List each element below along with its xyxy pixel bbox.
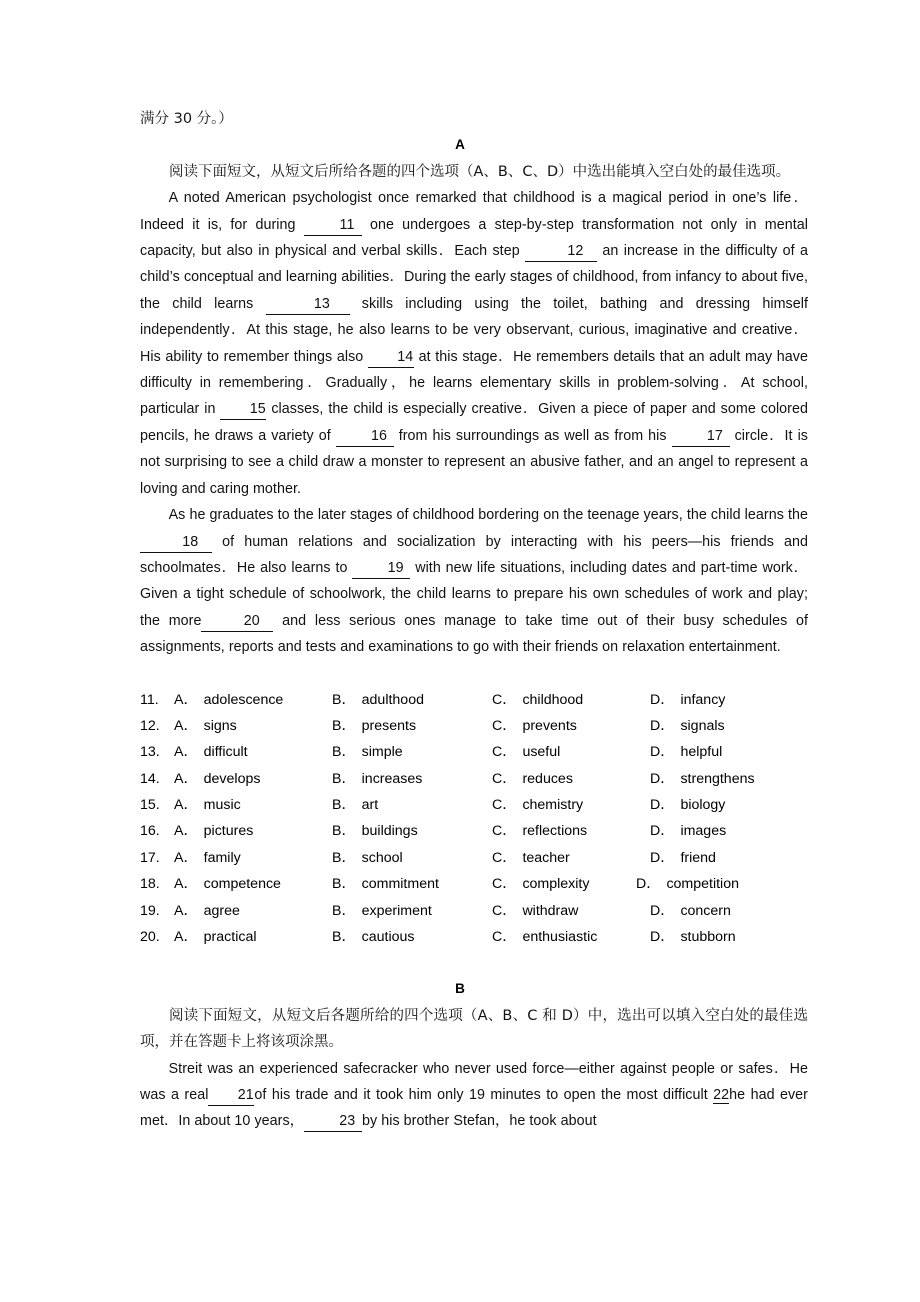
option-letter-a: A．: [174, 744, 198, 761]
option-letter-c: C．: [492, 929, 517, 946]
option-c-text: useful: [522, 744, 561, 761]
question-number: 19.: [140, 902, 160, 919]
option-letter-b: B．: [332, 797, 356, 814]
question-number: 20.: [140, 929, 160, 946]
option-letter-a: A．: [174, 823, 198, 840]
question-number: 14.: [140, 770, 160, 787]
option-letter-c: C．: [492, 849, 517, 866]
blank-14[interactable]: 14: [368, 347, 414, 368]
passage-text: with new life situations, including dates and part-time work．Given a tight schedule of schoolwork, the child learns to prepare his own schedules of work and play; the more: [140, 559, 809, 629]
option-letter-a: A．: [174, 770, 198, 787]
option-c[interactable]: [492, 739, 650, 765]
option-row: [140, 739, 808, 765]
option-d-text: stubborn: [680, 929, 736, 946]
page-content: [140, 106, 808, 1135]
passage-text: classes, the child is especially creative．Given a piece of paper and some colored pencils, he draws a variety of: [140, 401, 809, 444]
passage-text: As he graduates to the later stages of childhood bordering on the teenage years, the child learns the: [168, 507, 808, 524]
section-a-passage-p1: [140, 185, 808, 502]
option-d-text: friend: [680, 849, 716, 866]
blank-22[interactable]: 22: [713, 1087, 730, 1104]
option-d-text: infancy: [680, 691, 726, 708]
option-d[interactable]: [650, 766, 800, 792]
option-b-text: art: [361, 797, 379, 814]
option-c[interactable]: [492, 818, 650, 844]
option-d-text: competition: [666, 876, 739, 893]
option-letter-c: C．: [492, 691, 517, 708]
option-c-text: reflections: [522, 823, 588, 840]
option-b[interactable]: [332, 766, 492, 792]
option-a-text: agree: [203, 902, 240, 919]
spacer: [140, 950, 808, 976]
option-letter-c: C．: [492, 902, 517, 919]
option-letter-b: B．: [332, 823, 356, 840]
option-row: [140, 766, 808, 792]
option-c-text: enthusiastic: [522, 929, 598, 946]
option-d-text: concern: [680, 902, 731, 919]
option-a-text: develops: [203, 770, 261, 787]
option-letter-c: C．: [492, 717, 517, 734]
option-a-text: practical: [203, 929, 257, 946]
option-d[interactable]: [650, 818, 800, 844]
option-a[interactable]: [174, 713, 332, 739]
blank-21[interactable]: 21: [208, 1085, 254, 1106]
spacer: [140, 661, 808, 687]
passage-text: he had ever met．In about 10 years，: [140, 1087, 808, 1130]
option-c[interactable]: [492, 845, 650, 871]
blank-15[interactable]: 15: [220, 399, 266, 420]
option-letter-d: D．: [650, 823, 675, 840]
blank-20[interactable]: 20: [201, 611, 273, 632]
option-letter-c: C．: [492, 797, 517, 814]
option-a-text: adolescence: [203, 691, 284, 708]
option-a[interactable]: [174, 871, 332, 897]
option-c-text: withdraw: [522, 902, 579, 919]
option-a[interactable]: [174, 766, 332, 792]
option-row: [140, 818, 808, 844]
option-row: [140, 713, 808, 739]
passage-text: of his trade and it took him only 19 minutes to open the most difficult: [254, 1087, 714, 1104]
option-letter-d: D．: [650, 902, 675, 919]
section-b-instruction: 阅读下面短文，从短文后各题所给的四个选项（A、B、C 和 D）中，选出可以填入空白处的最佳选项，并在答题卡上将该项涂黑。: [140, 1007, 808, 1051]
passage-text: from his surroundings as well as from his: [393, 427, 672, 444]
option-a[interactable]: [174, 739, 332, 765]
blank-16[interactable]: 16: [336, 426, 394, 447]
option-a-text: music: [203, 797, 241, 814]
blank-19[interactable]: 19: [352, 558, 410, 579]
option-b-text: adulthood: [361, 691, 424, 708]
option-letter-d: D．: [650, 797, 675, 814]
option-letter-d: D．: [650, 770, 675, 787]
option-c[interactable]: [492, 871, 650, 897]
option-letter-a: A．: [174, 876, 198, 893]
option-b-text: increases: [361, 770, 423, 787]
passage-text: and less serious ones manage to take time out of their busy schedules of assignments, reports and tests and examinations to go with their friends on relaxation entertainment.: [140, 612, 809, 656]
option-c[interactable]: [492, 924, 650, 950]
option-d-text: signals: [680, 717, 725, 734]
option-b[interactable]: [332, 818, 492, 844]
option-c-text: teacher: [522, 849, 570, 866]
option-row: [140, 792, 808, 818]
option-row: [140, 898, 808, 924]
option-row: [140, 845, 808, 871]
passage-text: of human relations and socialization by interacting with his peers—his friends and schoolmates．He also learns to: [140, 533, 808, 576]
option-letter-d: D．: [650, 691, 675, 708]
question-number: 12.: [140, 717, 160, 734]
question-number: 17.: [140, 849, 160, 866]
option-row: [140, 924, 808, 950]
option-d-text: strengthens: [680, 770, 755, 787]
option-letter-d: D．: [650, 849, 675, 866]
option-a-text: difficult: [203, 744, 248, 761]
option-letter-b: B．: [332, 929, 356, 946]
option-a[interactable]: [174, 845, 332, 871]
top-line: 满分 30 分。）: [140, 111, 233, 127]
option-row: [140, 871, 808, 897]
option-d[interactable]: [650, 898, 800, 924]
passage-text: one undergoes a step-by-step transformation not only in mental capacity, but also in physical and verbal skills．Each step: [140, 216, 808, 260]
option-letter-b: B．: [332, 876, 356, 893]
option-b[interactable]: [332, 871, 492, 897]
option-c[interactable]: [492, 766, 650, 792]
option-letter-b: B．: [332, 770, 356, 787]
option-b-text: school: [361, 849, 403, 866]
option-letter-a: A．: [174, 902, 198, 919]
option-d[interactable]: [650, 924, 800, 950]
section-b-passage: [140, 1056, 808, 1135]
option-letter-b: B．: [332, 717, 356, 734]
option-b-text: presents: [361, 717, 417, 734]
option-c[interactable]: [492, 792, 650, 818]
option-b-text: simple: [361, 744, 403, 761]
passage-text: A noted American psychologist once remarked that childhood is a magical period in one’s life．Indeed it is, for during: [140, 190, 808, 233]
option-letter-d: D．: [650, 929, 675, 946]
option-a-text: competence: [203, 876, 281, 893]
option-b[interactable]: [332, 845, 492, 871]
option-b[interactable]: [332, 792, 492, 818]
option-c-text: complexity: [522, 876, 590, 893]
option-c[interactable]: [492, 713, 650, 739]
option-b[interactable]: [332, 898, 492, 924]
option-b-text: commitment: [361, 876, 439, 893]
option-d[interactable]: [650, 845, 800, 871]
option-letter-d: D．: [650, 744, 675, 761]
option-b-text: buildings: [361, 823, 418, 840]
blank-12[interactable]: 12: [525, 241, 597, 262]
option-letter-a: A．: [174, 797, 198, 814]
section-a-instruction: 阅读下面短文，从短文后所给各题的四个选项（A、B、C、D）中选出能填入空白处的最佳选项。: [169, 163, 791, 180]
option-letter-a: A．: [174, 849, 198, 866]
option-b[interactable]: [332, 924, 492, 950]
option-letter-c: C．: [492, 823, 517, 840]
option-letter-c: C．: [492, 876, 517, 893]
option-letter-c: C．: [492, 770, 517, 787]
option-letter-b: B．: [332, 691, 356, 708]
question-number: 16.: [140, 823, 160, 840]
option-b[interactable]: [332, 713, 492, 739]
option-letter-a: A．: [174, 929, 198, 946]
option-c-text: reduces: [522, 770, 573, 787]
option-letter-a: A．: [174, 691, 198, 708]
option-c-text: prevents: [522, 717, 577, 734]
section-b-letter: B: [455, 981, 465, 997]
option-a-text: pictures: [203, 823, 254, 840]
option-b[interactable]: [332, 687, 492, 713]
section-a-passage-p2: [140, 502, 808, 660]
option-a[interactable]: [174, 792, 332, 818]
option-a-text: signs: [203, 717, 237, 734]
question-number: 11.: [140, 691, 159, 708]
option-d[interactable]: [650, 713, 800, 739]
blank-23[interactable]: 23: [304, 1111, 362, 1132]
option-a[interactable]: [174, 687, 332, 713]
option-d[interactable]: [636, 871, 786, 897]
option-c[interactable]: [492, 687, 650, 713]
passage-text: by his brother Stefan，he took about: [362, 1113, 597, 1130]
section-a-options-list: [140, 687, 808, 951]
option-d[interactable]: [650, 792, 800, 818]
passage-text: at this stage．He remembers details that an adult may have difficulty in remembering．Gradually，he learns elementary skills in problem-solving．At school, particular in: [140, 348, 808, 418]
passage-text: an increase in the difficulty of a child’s conceptual and learning abilities．During the early stages of childhood, from infancy to about five, the child learns: [140, 243, 808, 312]
passage-text: Streit was an experienced safecracker who never used force—either against people or safes．He was a real: [140, 1060, 808, 1104]
option-letter-a: A．: [174, 717, 198, 734]
option-letter-b: B．: [332, 744, 356, 761]
option-b-text: cautious: [361, 929, 415, 946]
blank-17[interactable]: 17: [672, 426, 730, 447]
option-c[interactable]: [492, 898, 650, 924]
option-d-text: images: [680, 823, 727, 840]
option-d-text: helpful: [680, 744, 723, 761]
option-letter-c: C．: [492, 744, 517, 761]
option-c-text: childhood: [522, 691, 584, 708]
section-a-letter: A: [455, 137, 465, 153]
option-letter-b: B．: [332, 849, 356, 866]
option-d[interactable]: [650, 687, 800, 713]
blank-13[interactable]: 13: [266, 294, 350, 315]
option-d-text: biology: [680, 797, 726, 814]
question-number: 18.: [140, 876, 160, 893]
blank-18[interactable]: 18: [140, 532, 212, 553]
option-a-text: family: [203, 849, 241, 866]
option-d[interactable]: [650, 739, 800, 765]
option-a[interactable]: [174, 898, 332, 924]
option-a[interactable]: [174, 818, 332, 844]
question-number: 15.: [140, 797, 160, 814]
passage-text: circle．It is not surprising to see a child draw a monster to represent an abusive father, and an angel to represent a loving and caring mother.: [140, 427, 809, 497]
option-letter-d: D．: [636, 876, 661, 893]
option-a[interactable]: [174, 924, 332, 950]
option-b[interactable]: [332, 739, 492, 765]
option-row: [140, 687, 808, 713]
option-c-text: chemistry: [522, 797, 584, 814]
blank-11[interactable]: 11: [304, 215, 362, 236]
option-letter-b: B．: [332, 902, 356, 919]
passage-text: skills including using the toilet, bathing and dressing himself independently．At this stage, he also learns to be very observant, curious, imaginative and creative．His ability to remember things also: [140, 295, 808, 365]
option-letter-d: D．: [650, 717, 675, 734]
option-b-text: experiment: [361, 902, 432, 919]
question-number: 13.: [140, 744, 160, 761]
